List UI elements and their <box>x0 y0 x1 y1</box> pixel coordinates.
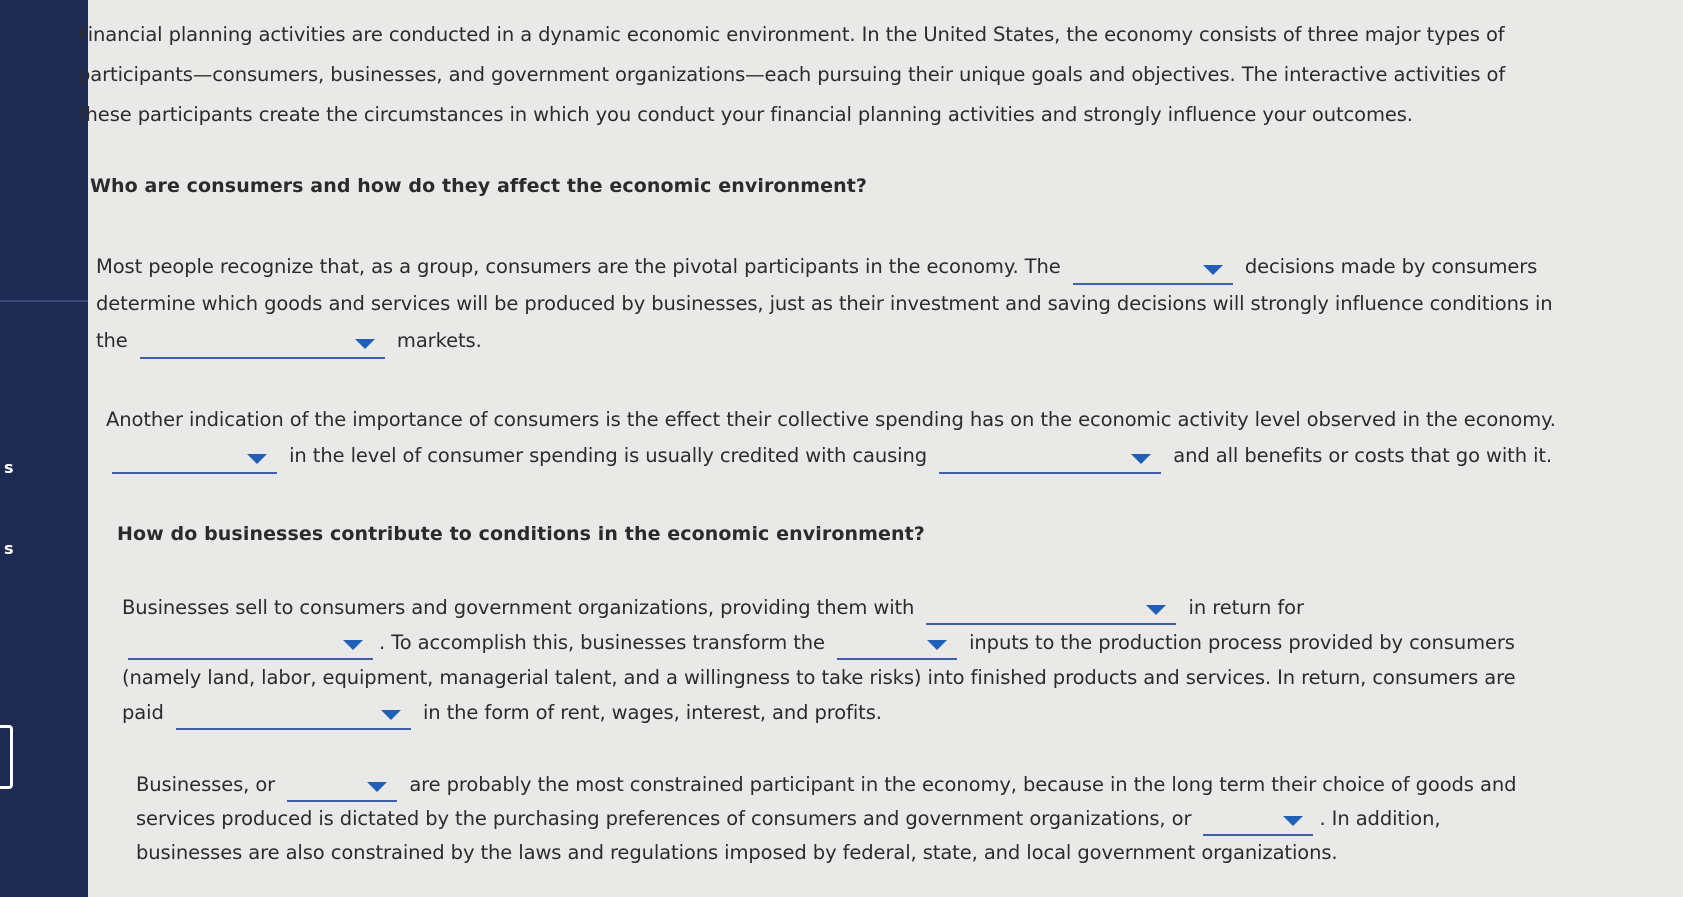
chevron-down-icon <box>381 710 401 720</box>
s2p2-text-2: are probably the most constrained participant in the economy, because in the long term their choice of goods and services produced is dictated by the purchasing preferences of consumers and government organizations, or <box>136 773 1517 830</box>
s1p2-text-1: Another indication of the importance of consumers is the effect their collective spending has on the economic activity level observed in the economy. <box>106 408 1556 431</box>
chevron-down-icon <box>1283 816 1303 826</box>
chevron-down-icon <box>247 454 267 464</box>
sidebar-label-2: s <box>4 539 14 558</box>
s2p1-text-4: inputs to the production process provided by consumers (namely land, labor, equipment, managerial talent, and a willingness to take risks) into finished products and services. In return, consumers are paid <box>122 631 1516 724</box>
dropdown-9[interactable] <box>287 776 397 802</box>
section2-paragraph2 <box>136 768 1541 870</box>
chevron-down-icon <box>367 782 387 792</box>
dropdown-8[interactable] <box>176 704 411 730</box>
dropdown-1[interactable] <box>1073 259 1233 285</box>
dropdown-7[interactable] <box>837 634 957 660</box>
s1p2-text-3: and all benefits or costs that go with it. <box>1173 444 1553 467</box>
s2p1-text-1: Businesses sell to consumers and government organizations, providing them with <box>122 596 915 619</box>
section1-paragraph1 <box>96 248 1556 359</box>
s2p1-text-2: in return for <box>1188 596 1304 619</box>
s2p2-text-3: . In addition, businesses are also constrained by the laws and regulations imposed by federal, state, and local government organizations. <box>136 807 1441 864</box>
section2-paragraph1 <box>122 590 1542 730</box>
section1-paragraph2 <box>106 402 1556 474</box>
chevron-down-icon <box>927 640 947 650</box>
dropdown-2[interactable] <box>140 333 385 359</box>
intro-paragraph: Financial planning activities are conducted in a dynamic economic environment. In the United States, the economy consists of three major types of participants—consumers, businesses, and government organizations—each pursuing their unique goals and objectives. The interactive activities of these participants create the circumstances in which you conduct your financial planning activities and strongly influence your outcomes. <box>78 23 1506 126</box>
dropdown-3[interactable] <box>112 448 277 474</box>
section2-heading: How do businesses contribute to conditions in the economic environment? <box>117 523 925 545</box>
chevron-down-icon <box>355 339 375 349</box>
dropdown-10[interactable] <box>1203 810 1313 836</box>
dropdown-6[interactable] <box>128 634 373 660</box>
s1p1-text-3: markets. <box>396 329 482 352</box>
s2p2-text-1: Businesses, or <box>136 773 276 796</box>
chevron-down-icon <box>1203 265 1223 275</box>
s2p1-text-5: in the form of rent, wages, interest, and profits. <box>422 701 882 724</box>
chevron-down-icon <box>1146 605 1166 615</box>
chevron-down-icon <box>343 640 363 650</box>
s1p1-text-1: Most people recognize that, as a group, consumers are the pivotal participants in the economy. The <box>96 255 1061 278</box>
s2p1-text-3: . To accomplish this, businesses transform the <box>379 631 825 654</box>
dropdown-5[interactable] <box>926 599 1176 625</box>
section1-heading: Who are consumers and how do they affect the economic environment? <box>90 175 868 197</box>
dropdown-4[interactable] <box>939 448 1161 474</box>
s1p1-text-2: decisions made by consumers determine which goods and services will be produced by businesses, just as their investment and saving decisions will strongly influence conditions in the <box>96 255 1553 352</box>
s1p2-text-2: in the level of consumer spending is usually credited with causing <box>289 444 928 467</box>
sidebar-label-1: s <box>4 458 14 477</box>
chevron-down-icon <box>1131 454 1151 464</box>
